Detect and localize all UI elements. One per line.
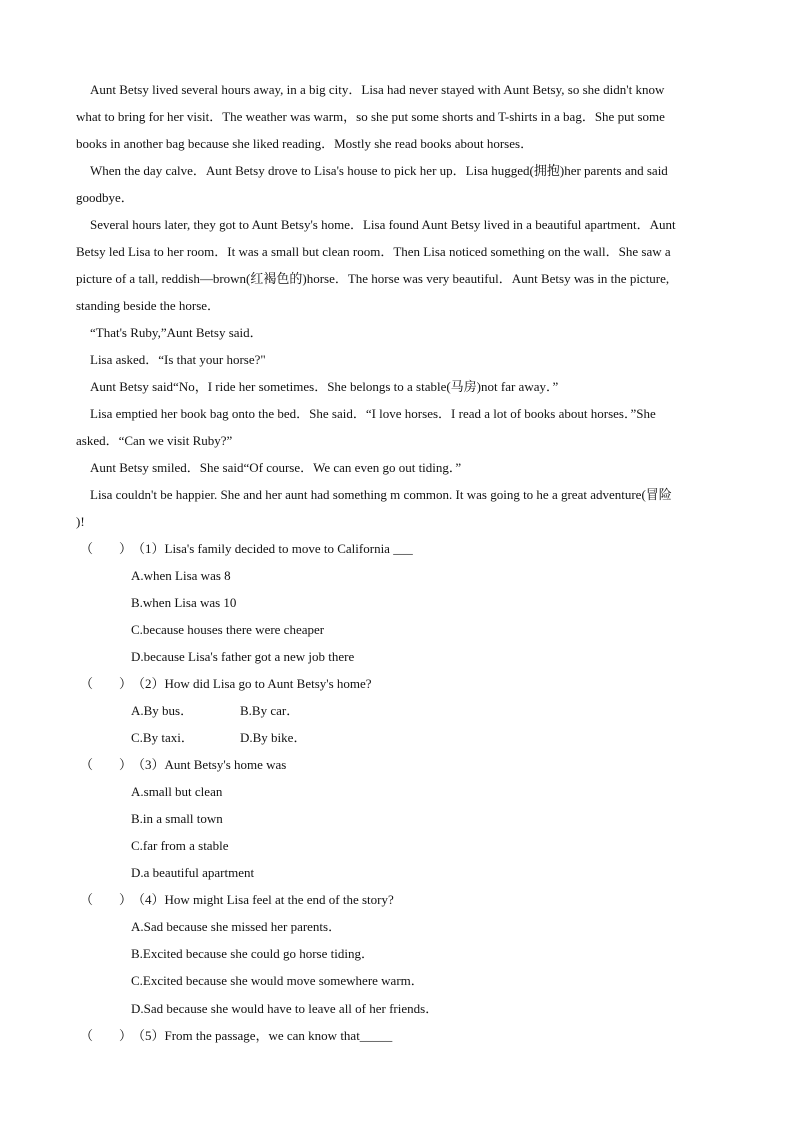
option-d: D.By bike． <box>240 730 307 745</box>
passage-line: Aunt Betsy lived several hours away, in a big city．Lisa had never stayed with Aunt Betsy, so she didn't know <box>90 82 665 97</box>
passage-line: goodbye． <box>76 190 134 205</box>
passage-line: Aunt Betsy said“No，I ride her sometimes．She belongs to a stable(马房)not far away．” <box>90 379 559 394</box>
passage-line: Aunt Betsy smiled．She said“Of course．We can even go out tiding．” <box>90 460 462 475</box>
question-stem <box>80 892 394 908</box>
option-a: A.Sad because she missed her parents． <box>131 919 342 934</box>
question-text: （3）Aunt Betsy's home was <box>132 757 287 772</box>
option-c: C.By taxi． <box>131 730 194 745</box>
answer-blank[interactable]: （ ） <box>80 541 133 556</box>
passage-line: )! <box>76 514 85 529</box>
option-c: C.because houses there were cheaper <box>131 622 325 637</box>
question-stem <box>80 1028 392 1044</box>
passage-line: picture of a tall, reddish—brown(红褐色的)horse．The horse was very beautiful．Aunt Betsy was in the picture, <box>76 271 670 286</box>
passage-line: Lisa emptied her book bag onto the bed．She said．“I love horses．I read a lot of books about horses．”She <box>90 406 656 421</box>
passage-line: books in another bag because she liked reading．Mostly she read books about horses． <box>76 136 534 151</box>
passage-line: asked．“Can we visit Ruby?” <box>76 433 233 448</box>
passage-line: standing beside the horse． <box>76 298 221 313</box>
option-b: B.By car． <box>240 703 300 718</box>
question-text: （2）How did Lisa go to Aunt Betsy's home? <box>132 676 372 691</box>
passage-line: Betsy led Lisa to her room．It was a small but clean room．Then Lisa noticed something on the wall．She saw a <box>76 244 671 259</box>
option-a: A.when Lisa was 8 <box>131 568 231 583</box>
option-d: D.a beautiful apartment <box>131 865 255 880</box>
passage-line: When the day calve．Aunt Betsy drove to Lisa's house to pick her up．Lisa hugged(拥抱)her parents and said <box>90 163 668 178</box>
option-a: A.By bus． <box>131 703 194 718</box>
option-b: B.when Lisa was 10 <box>131 595 237 610</box>
option-c: C.Excited because she would move somewhere warm． <box>131 973 424 988</box>
answer-blank[interactable]: （ ） <box>80 1028 133 1043</box>
question-stem <box>80 676 372 692</box>
option-d: D.because Lisa's father got a new job there <box>131 649 355 664</box>
answer-blank[interactable]: （ ） <box>80 676 133 691</box>
passage-line: Lisa asked．“Is that your horse?" <box>90 352 266 367</box>
option-c: C.far from a stable <box>131 838 229 853</box>
passage-line: Lisa couldn't be happier. She and her aunt had something m common. It was going to he a great adventure(冒险 <box>90 487 672 502</box>
passage-line: Several hours later, they got to Aunt Betsy's home．Lisa found Aunt Betsy lived in a beautiful apartment．Aunt <box>90 217 676 232</box>
passage-line: “That's Ruby,”Aunt Betsy said． <box>90 325 263 340</box>
question-text: （1）Lisa's family decided to move to California ___ <box>132 541 413 556</box>
question-stem <box>80 541 413 557</box>
passage-line: what to bring for her visit．The weather was warm，so she put some shorts and T-shirts in a bag．She put some <box>76 109 665 124</box>
option-b: B.Excited because she could go horse tiding． <box>131 946 374 961</box>
question-stem <box>80 757 286 773</box>
option-a: A.small but clean <box>131 784 223 799</box>
option-b: B.in a small town <box>131 811 223 826</box>
question-text: （5）From the passage，we can know that_____ <box>132 1028 393 1043</box>
option-d: D.Sad because she would have to leave all of her friends． <box>131 1001 439 1016</box>
question-text: （4）How might Lisa feel at the end of the story? <box>132 892 394 907</box>
answer-blank[interactable]: （ ） <box>80 757 133 772</box>
answer-blank[interactable]: （ ） <box>80 892 133 907</box>
